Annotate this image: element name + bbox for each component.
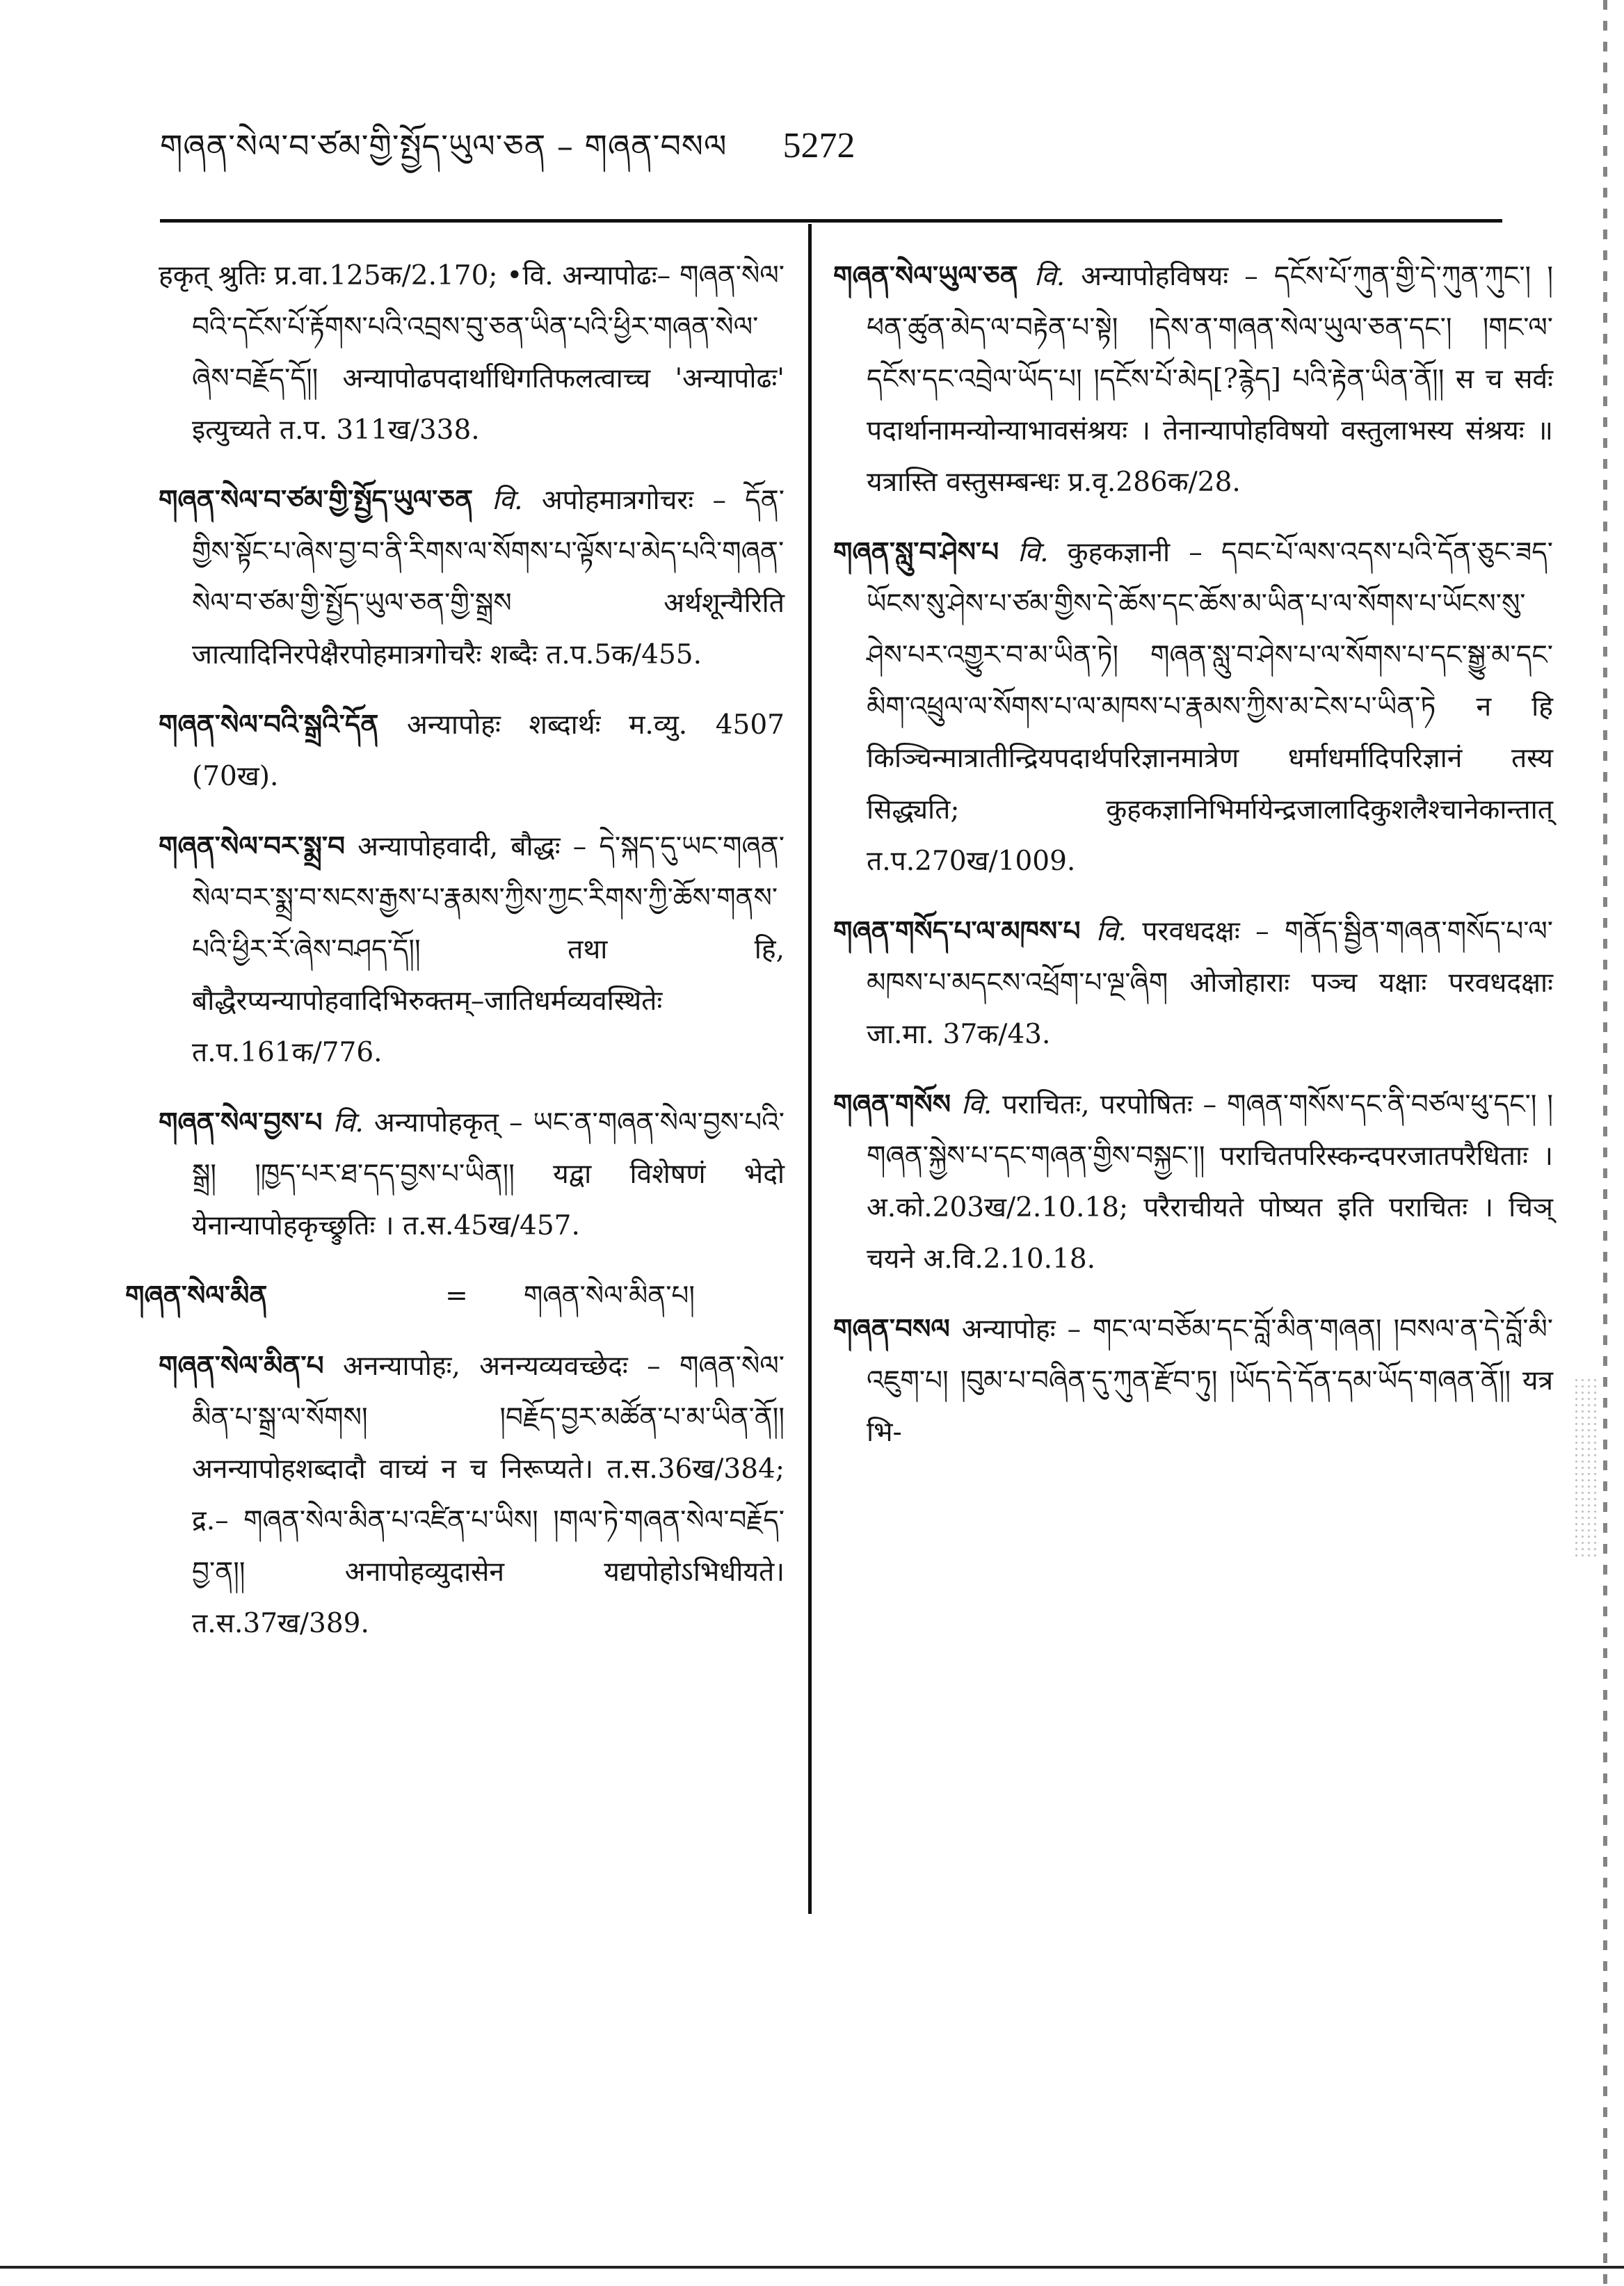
running-head	[160, 111, 1342, 167]
entry-text: अन्यापोहकृत् – ཡང་ན་གཞན་སེལ་བྱས་པའི་སྒྲ། །ཁྱད་པར་ཐ་དད་བྱས་པ་ཡིན།། यद्वा विशेषणं भेदो येनान्यापोहकृच्छ्रुतिः । त.स.45ख/457.	[192, 1107, 785, 1241]
entry-text: अन्यापोहः – གང་ལ་བཅོམ་དང་བློ་མིན་གཞན། །བསལ་ན་དེ་བློ་མི་འཇུག་པ། །བུམ་པ་བཞིན་དུ་ཀུན་རྫོབ་ཏུ། །ཡོད་དེ་དོན་དམ་ཡོད་གཞན་ནོ།། यत्र भि-	[867, 1314, 1553, 1448]
dictionary-entry	[159, 821, 785, 1079]
entry-headword: གཞན་སེལ་བར་སྨྲ་བ	[159, 830, 346, 862]
dictionary-entry	[159, 1340, 785, 1650]
entry-headword: གཞན་སེལ་བྱས་པ	[159, 1106, 323, 1138]
entry-headword: གཞན་གསོས	[833, 1088, 951, 1120]
entry-headword: གཞན་སེལ་མིན	[125, 1280, 268, 1312]
entry-headword: གཞན་སེལ་ཡུལ་ཅན	[833, 260, 1018, 292]
dictionary-entry	[159, 474, 785, 681]
entry-text: पराचितः, परपोषितः – གཞན་གསོས་དང་ནི་བཙལ་ཕུ་དང་། །གཞན་སྐྱེས་པ་དང་གཞན་གྱིས་བསྐྱང་།། पराचितपरिस्कन्दपरजातपरैधिताः । अ.को.203ख/2.10.18; परैराचीयते पोष्यत इति पराचितः । चिञ् चयने अ.वि.2.10.18.	[867, 1089, 1553, 1275]
left-column	[125, 250, 785, 1668]
dictionary-entry	[833, 526, 1553, 887]
cross-reference-entry	[125, 1270, 785, 1322]
entry-grammar: वि.	[1095, 916, 1127, 947]
entry-text: कुहकज्ञानी – དབང་པོ་ལས་འདས་པའི་དོན་ཅུང་ཟད་ཡོངས་སུ་ཤེས་པ་ཙམ་གྱིས་དེ་ཆོས་དང་ཆོས་མ་ཡིན་པ་ལ་སོགས་པ་ཡོངས་སུ་ཤེས་པར་འགྱུར་བ་མ་ཡིན་ཏེ། གཞན་སླུ་བ་ཤེས་པ་ལ་སོགས་པ་དང་སྒྱུ་མ་དང་མིག་འཕྲུལ་ལ་སོགས་པ་ལ་མཁས་པ་རྣམས་ཀྱིས་མ་ངེས་པ་ཡིན་ཏེ न हि किञ्चिन्मात्रातीन्द्रियपदार्थपरिज्ञानमात्रेण धर्माधर्मादिपरिज्ञानं तस्य सिद्ध्यति; कुहकज्ञानिभिर्मायेन्द्रजालादिकुशलैश्चानेकान्तात् त.प.270ख/1009.	[867, 537, 1553, 877]
entry-grammar: वि.	[1034, 261, 1066, 292]
page-number: 5272	[782, 126, 855, 166]
dictionary-entry	[159, 250, 785, 456]
entry-text: अपोहमात्रगोचरः – དོན་གྱིས་སྟོང་པ་ཞེས་བྱ་བ་ནི་རིགས་ལ་སོགས་པ་ལྟོས་པ་མེད་པའི་གཞན་སེལ་བ་ཙམ་གྱི་སྤྱོད་ཡུལ་ཅན་གྱི་སྒྲས अर्थशून्यैरिति जात्यादिनिरपेक्षैरपोहमात्रगोचरैः शब्दैः त.प.5क/455.	[192, 485, 785, 670]
entry-text: གཞན་སེལ་མིན་པ།	[523, 1280, 696, 1312]
running-head-title: གཞན་སེལ་བ་ཙམ་གྱི་སྤྱོད་ཡུལ་ཅན – གཞན་བསལ	[160, 127, 727, 165]
dictionary-entry	[833, 905, 1553, 1061]
dictionary-entry	[833, 1079, 1553, 1285]
bottom-rule	[0, 2266, 1624, 2269]
dictionary-entry	[833, 250, 1553, 508]
entry-headword: གཞན་སེལ་མིན་པ	[159, 1350, 324, 1382]
entry-headword: གཞན་སླུ་བ་ཤེས་པ	[833, 536, 999, 568]
dictionary-entry	[159, 1097, 785, 1252]
entry-text: हकृत् श्रुतिः प्र.वा.125क/2.170; •वि. अन्यापोढः– གཞན་སེལ་བའི་དངོས་པོ་རྟོགས་པའི་འབྲས་བུ་ཅན་ཡིན་པའི་ཕྱིར་གཞན་སེལ་ཞེས་བརྗོད་དོ།། अन्यापोढपदार्थाधिगतिफलत्वाच्च 'अन्यापोढः' इत्युच्यते त.प. 311ख/338.	[159, 260, 785, 446]
right-column	[833, 250, 1553, 1476]
entry-text: अन्यापोहविषयः – དངོས་པོ་ཀུན་གྱི་དེ་ཀུན་ཀུང་། །ཕན་ཚུན་མེད་ལ་བརྟེན་པ་སྟེ། །དེས་ན་གཞན་སེལ་ཡུལ་ཅན་དང་། །གང་ལ་དངོས་དང་འབྲེལ་ཡོད་པ། །དངོས་པོ་མེད[?རྙེད] པའི་རྟེན་ཡིན་ནོ།། स च सर्वः पदार्थानामन्योन्याभावसंश्रयः । तेनान्यापोहविषयो वस्तुलाभस्य संश्रयः ॥ यत्रास्ति वस्तुसम्बन्धः प्र.वृ.286क/28.	[867, 261, 1553, 498]
binding-edge	[1603, 0, 1607, 2286]
entry-grammar: वि.	[961, 1089, 992, 1120]
entry-headword: གཞན་སེལ་བ་ཙམ་གྱི་སྤྱོད་ཡུལ་ཅན	[159, 484, 474, 516]
equals-sign: =	[445, 1280, 468, 1312]
dictionary-entry	[159, 699, 785, 803]
entry-grammar: वि.	[492, 485, 523, 516]
entry-headword: གཞན་གསོད་པ་ལ་མཁས་པ	[833, 915, 1081, 947]
column-divider	[808, 224, 812, 1914]
entry-text: अनन्यापोहः, अनन्यव्यवच्छेदः – གཞན་སེལ་མིན་པ་སྒྲ་ལ་སོགས། །བརྗོད་བྱར་མཚོན་པ་མ་ཡིན་ནོ།། अनन्यापोहशब्दादौ वाच्यं न च निरूप्यते। त.स.36ख/384; द्र.– གཞན་སེལ་མིན་པ་འཛིན་པ་ཡིས། །གལ་ཏེ་གཞན་སེལ་བརྗོད་བྱ་ན།། अनापोहव्युदासेन यद्यपोहोऽभिधीयते। त.स.37ख/389.	[192, 1351, 785, 1639]
entry-text: परवधदक्षः – གནོད་སྦྱིན་གཞན་གསོད་པ་ལ་མཁས་པ་མདངས་འཕྲོག་པ་ལྔ་ཞིག ओजोहाराः पञ्च यक्षाः परवधदक्षाः जा.मा. 37क/43.	[867, 916, 1553, 1050]
entry-headword: གཞན་བསལ	[833, 1313, 950, 1345]
entry-headword: གཞན་སེལ་བའི་སྒྲའི་དོན	[159, 709, 379, 741]
scan-speckle	[1573, 1377, 1598, 1558]
entry-text: अन्यापोहः शब्दार्थः म.व्यु. 4507 (70ख).	[192, 709, 785, 792]
entry-grammar: वि.	[332, 1107, 364, 1138]
entry-grammar: वि.	[1018, 537, 1049, 568]
dictionary-entry	[833, 1303, 1553, 1458]
header-rule	[160, 219, 1502, 223]
entry-text: अन्यापोहवादी, बौद्धः – དེ་སྐད་དུ་ཡང་གཞན་སེལ་བར་སྨྲ་བ་སངས་རྒྱས་པ་རྣམས་ཀྱིས་ཀྱང་རིགས་ཀྱི་ཆོས་གནས་པའི་ཕྱིར་རོ་ཞེས་བཤད་དོ།། तथा हि, बौद्धैरप्यन्यापोहवादिभिरुक्तम्–जातिधर्मव्यवस्थितेः त.प.161क/776.	[192, 831, 785, 1068]
